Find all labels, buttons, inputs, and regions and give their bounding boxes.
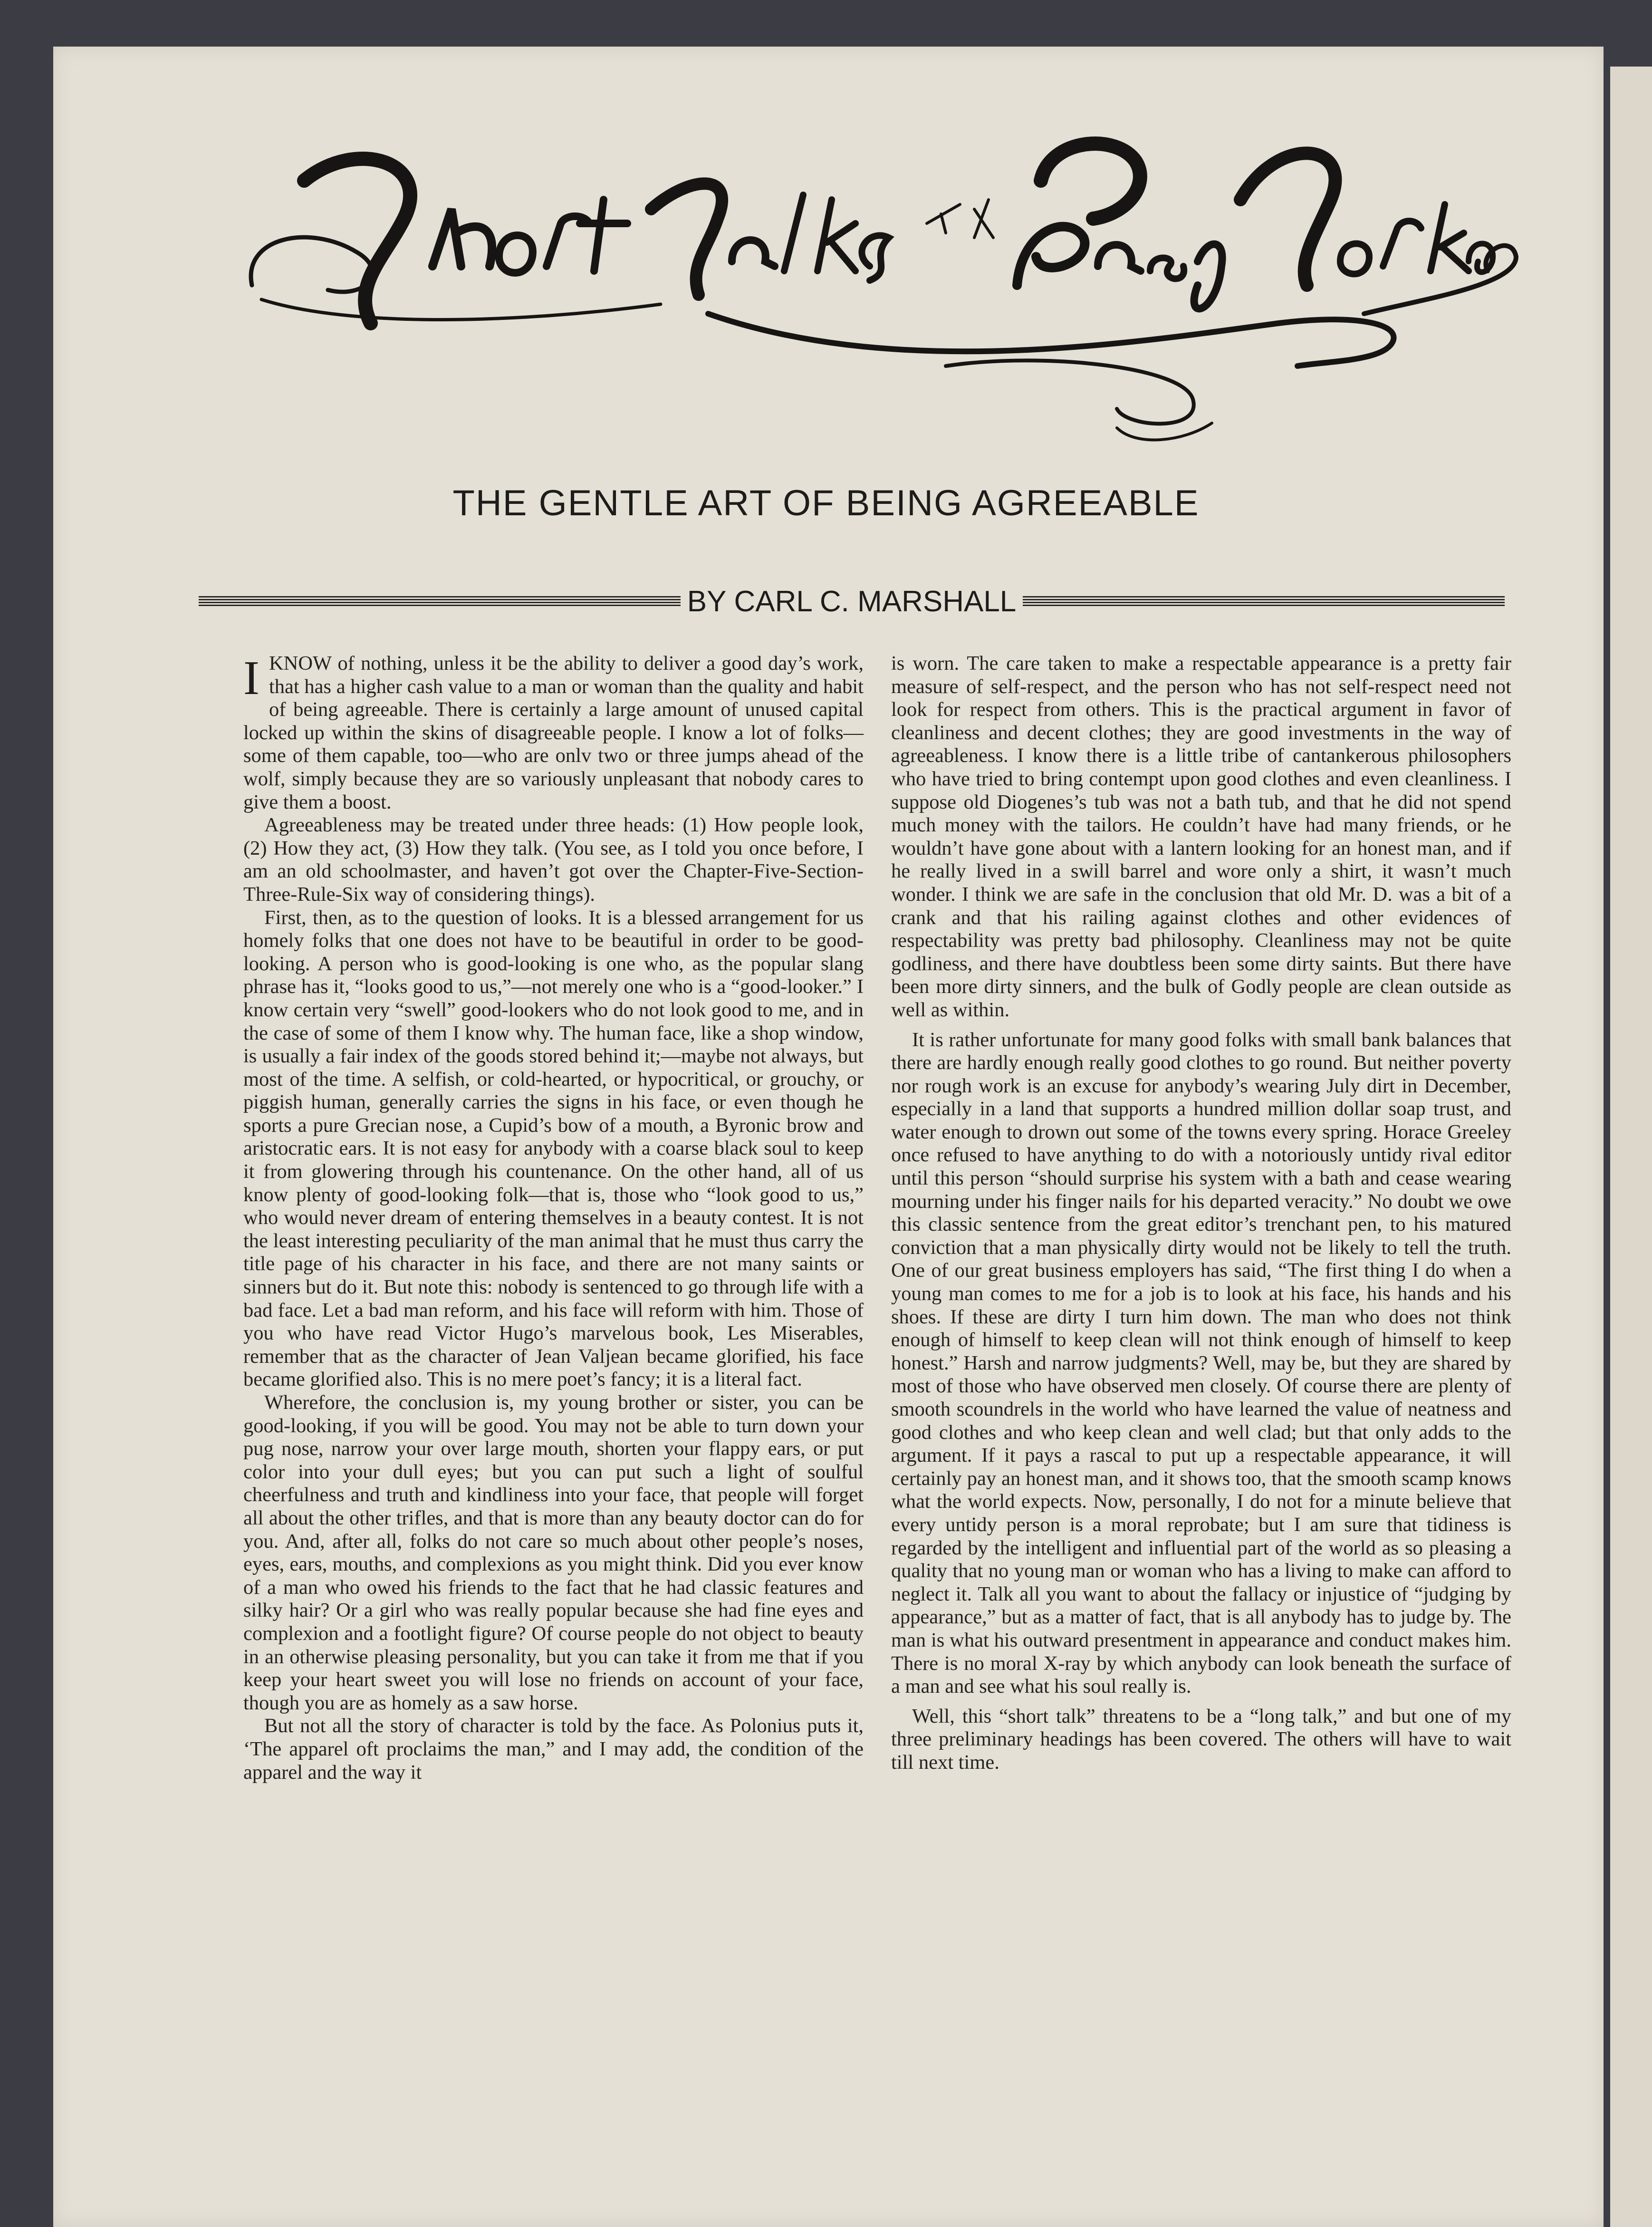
paragraph: Agreeableness may be treated under three heads: (1) How people look, (2) How they act, (3) How they talk. (You see, as I told you once before, I am an old schoolmaster, and haven’t got over the Chapter-Five-Section-Three-Rule-Six way of considering things). xyxy=(243,814,864,906)
adjacent-page-edge xyxy=(1610,67,1652,2227)
byline: BY CARL C. MARSHALL xyxy=(687,585,1017,618)
paragraph: First, then, as to the question of looks. It is a blessed arrangement for us homely folks that one does not have to be beautiful in order to be good-looking. A person who is good-looking is one who, as the popular slang phrase has it, “looks good to us,”—not merely one who is a “good-looker.” I know certain very “swell” good-lookers who do not look good to me, and in the case of some of them I know why. The human face, like a shop window, is usually a fair index of the goods stored behind it;—maybe not always, but most of the time. A selfish, or cold-hearted, or hypocritical, or grouchy, or piggish human, generally carries the signs in his face, or even though he sports a pure Grecian nose, a Cupid’s bow of a mouth, a Byronic brow and aristocratic ears. It is not easy for anybody with a coarse black soul to keep it from glowering through his countenance. On the other hand, all of us know plenty of good-looking folk—that is, those who “look good to us,” who would never dream of entering themselves in a beauty contest. It is not the least interesting peculiarity of the man animal that he must thus carry the title page of his character in his face, and there are not many saints or sinners but do it. But note this: nobody is sentenced to go through life with a bad face. Let a bad man reform, and his face will reform with him. Those of you who have read Victor Hugo’s marvelous book, Les Miserables, remember that as the character of Jean Valjean became glorified, his face became glorified also. This is no mere poet’s fancy; it is a literal fact. xyxy=(243,906,864,1391)
article-title: THE GENTLE ART OF BEING AGREEABLE xyxy=(452,483,1200,523)
drop-cap: I xyxy=(243,651,259,705)
paragraph xyxy=(243,652,864,814)
byline-rule-left xyxy=(199,596,681,607)
paragraph: Wherefore, the conclusion is, my young brother or sister, you can be good-looking, if you will be good. You may not be able to turn down your pug nose, narrow your over large mouth, shorten your flappy ears, or put color into your dull eyes; but you can put such a light of soulful cheerfulness and truth and kindliness into your face, that people will forget all about the other trifles, and that is more than any beauty doctor can do for you. And, after all, folks do not care so much about other people’s noses, eyes, ears, mouths, and complexions as you might think. Did you ever know of a man who owed his friends to the fact that he had classic features and silky hair? Or a girl who was really popular because she had fine eyes and complexion and a footlight figure? Of course people do not object to beauty in an otherwise pleasing personality, but you can take it from me that if you keep your heart sweet you will lose no friends on account of your face, though you are as homely as a saw horse. xyxy=(243,1391,864,1714)
masthead-script-art xyxy=(233,136,1526,471)
paragraph: But not all the story of character is told by the face. As Polonius puts it, ‘The apparel oft proclaims the man,” and I may add, the condition of the apparel and the way it xyxy=(243,1715,864,1784)
paragraph: It is rather unfortunate for many good folks with small bank balances that there are hardly enough really good clothes to go round. But neither poverty nor rough work is an excuse for anybody’s wearing July dirt in December, especially in a land that supports a hundred million dollar soap trust, and water enough to drown out some of the towns every spring. Horace Greeley once refused to have anything to do with a notoriously untidy rival editor until this person “should surprise his system with a bath and cease wearing mourning under his finger nails for his departed veracity.” No doubt we owe this classic sentence from the great editor’s trenchant pen, to his matured conviction that a man physically dirty would not be likely to tell the truth. One of our great business employers has said, “The first thing I do when a young man comes to me for a job is to look at his face, his hands and his shoes. If these are dirty I turn him down. The man who does not think enough of himself to keep clean will not think enough of himself to keep honest.” Harsh and narrow judgments? Well, may be, but they are shared by most of those who have observed men closely. Of course there are plenty of smooth scoundrels in the world who have learned the value of neatness and good clothes and who keep clean and well clad; but that only adds to the argument. If it pays a rascal to put up a respectable appearance, it will certainly pay an honest man, and it shows too, that the smooth scamp knows what the world expects. Now, personally, I do not for a minute believe that every untidy person is a moral reprobate; but I am sure that tidiness is regarded by the intelligent and influential part of the world as so pleasing a quality that no young man or woman who has a living to make can afford to neglect it. Talk all you want to about the fallacy or injustice of “judging by appearance,” but as a matter of fact, that is all anybody has to judge by. The man is what his outward presentment in appearance and conduct makes him. There is no moral X-ray by which anybody can look beneath the surface of a man and see what his soul really is. xyxy=(891,1028,1511,1698)
byline-row xyxy=(199,580,1505,623)
byline-rule-right xyxy=(1023,596,1505,607)
masthead-text: Short Talks to the Busy Workers xyxy=(233,136,332,145)
paragraph-text: KNOW of nothing, unless it be the ability to deliver a good day’s work, that has a higher cash value to a man or woman than the quality and habit of being agreeable. There is certainly a large amount of unused capital locked up within the skins of disagreeable people. I know a lot of folks—some of them capable, too—who are onlv two or three jumps ahead of the wolf, simply because they are so variously unpleasant that nobody cares to give them a boost. xyxy=(243,652,864,813)
article-column-right xyxy=(891,652,1511,1774)
article-column-left xyxy=(243,652,864,1784)
paragraph: Well, this “short talk” threatens to be a “long talk,” and but one of my three preliminary headings has been covered. The others will have to wait till next time. xyxy=(891,1705,1511,1774)
masthead-logo xyxy=(233,136,1526,471)
paragraph: is worn. The care taken to make a respectable appearance is a pretty fair measure of self-respect, and the person who has not self-respect need not look for respect from others. This is the practical argument in favor of cleanliness and decent clothes; they are good investments in the way of agreeableness. I know there is a little tribe of cantankerous philosophers who have tried to bring contempt upon good clothes and even cleanliness. I suppose old Diogenes’s tub was not a bath tub, and that he did not spend much money with the tailors. He couldn’t have had many friends, or he wouldn’t have gone about with a lantern looking for an honest man, and if he really lived in a swill barrel and wore only a shirt, it wasn’t much wonder. I think we are safe in the conclusion that old Mr. D. was a bit of a crank and that his railing against clothes and other evidences of respectability was pretty bad philosophy. Cleanliness may not be quite godliness, and there have doubtless been some dirty saints. But there have been more dirty sinners, and the bulk of Godly people are clean outside as well as within. xyxy=(891,652,1511,1021)
